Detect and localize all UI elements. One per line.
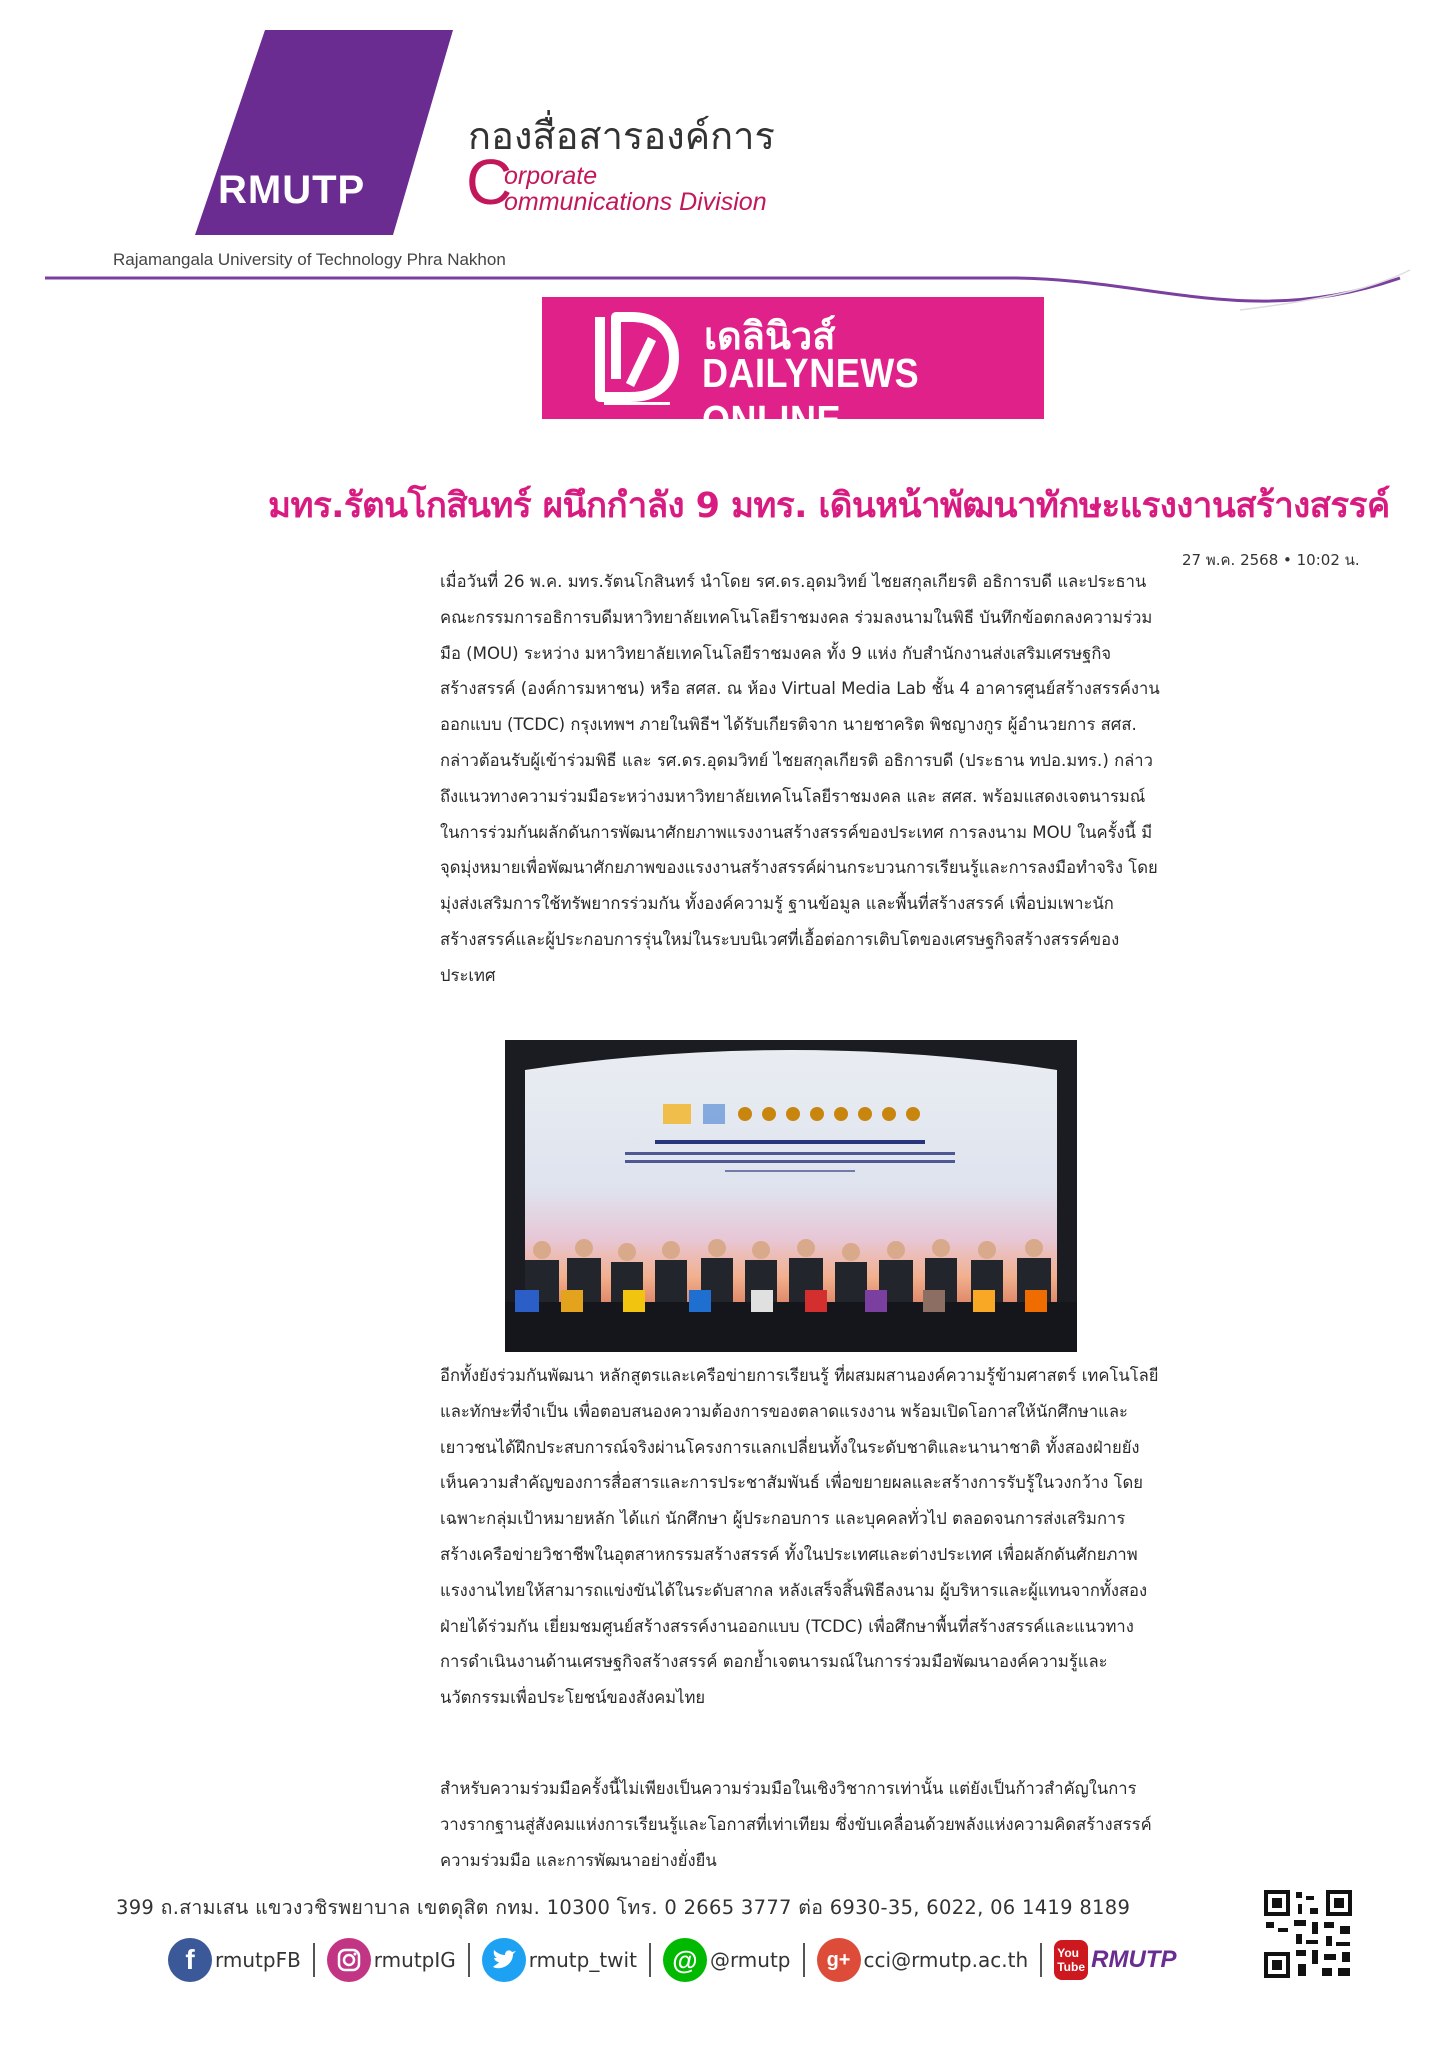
division-name-thai: กองสื่อสารองค์การ — [468, 114, 775, 158]
social-facebook[interactable] — [168, 1935, 301, 1985]
qr-code — [1262, 1888, 1354, 1980]
separator — [649, 1943, 651, 1977]
social-youtube[interactable] — [1054, 1935, 1176, 1985]
social-label: rmutp_twit — [528, 1948, 637, 1972]
article-headline: มทร.รัตนโกสินทร์ ผนึกกำลัง 9 มทร. เดินหน้าพัฒนาทักษะแรงงานสร้างสรรค์ — [268, 486, 1390, 526]
social-label: RMUTP — [1091, 1946, 1177, 1973]
line-icon: @ — [663, 1938, 707, 1982]
social-label: rmutpIG — [373, 1948, 456, 1972]
logo-text: RMUTP — [218, 168, 366, 212]
separator — [468, 1943, 470, 1977]
dailynews-thai-title: เดลินิวส์ — [704, 316, 836, 358]
division-initial: C — [466, 146, 513, 218]
google-plus-icon: g+ — [817, 1938, 861, 1982]
university-name: Rajamangala University of Technology Phra Nakhon — [113, 250, 506, 269]
article-paragraph: เมื่อวันที่ 26 พ.ค. มทร.รัตนโกสินทร์ นำโดย รศ.ดร.อุดมวิทย์ ไชยสกุลเกียรติ อธิการบดี และประธานคณะกรรมการอธิการบดีมหาวิทยาลัยเทคโนโลยีราชมงคล ร่วมลงนามในพิธี บันทึกข้อตกลงความร่วมมือ (MOU) ระหว่าง มหาวิทยาลัยเทคโนโลยีราชมงคล ทั้ง 9 แห่ง กับสำนักงานส่งเสริมเศรษฐกิจสร้างสรรค์ (องค์การมหาชน) หรือ สศส. ณ ห้อง Virtual Media Lab ชั้น 4 อาคารศูนย์สร้างสรรค์งานออกแบบ (TCDC) กรุงเทพฯ ภายในพิธีฯ ได้รับเกียรติจาก นายชาคริต พิชญางกูร ผู้อำนวยการ สศส. กล่าวต้อนรับผู้เข้าร่วมพิธี และ รศ.ดร.อุดมวิทย์ ไชยสกุลเกียรติ อธิการบดี (ประธาน ทปอ.มทร.) กล่าวถึงแนวทางความร่วมมือระหว่างมหาวิทยาลัยเทคโนโลยีราชมงคล และ สศส. พร้อมแสดงเจตนารมณ์ในการร่วมกันผลักดันการพัฒนาศักยภาพแรงงานสร้างสรรค์ของประเทศ การลงนาม MOU ในครั้งนี้ มีจุดมุ่งหมายเพื่อพัฒนาศักยภาพของแรงงานสร้างสรรค์ผ่านกระบวนการเรียนรู้และการลงมือทำจริง โดยมุ่งส่งเสริมการใช้ทรัพยากรร่วมกัน ทั้งองค์ความรู้ ฐานข้อมูล และพื้นที่สร้างสรรค์ เพื่อบ่มเพาะนักสร้างสรรค์และผู้ประกอบการรุ่นใหม่ในระบบนิเวศที่เอื้อต่อการเติบโตของเศรษฐกิจสร้างสรรค์ของประเทศ — [440, 572, 1160, 985]
division-line-2: ommunications Division — [504, 188, 767, 216]
social-line[interactable] — [663, 1935, 791, 1985]
division-line-1: orporate — [504, 162, 598, 190]
separator — [313, 1943, 315, 1977]
social-links — [168, 1935, 1176, 1985]
dailynews-logo-icon — [590, 309, 680, 409]
mou-signing-photo — [505, 1040, 1077, 1352]
social-email[interactable] — [817, 1935, 1029, 1985]
social-instagram[interactable] — [327, 1935, 456, 1985]
separator — [1040, 1943, 1042, 1977]
social-label: cci@rmutp.ac.th — [863, 1948, 1029, 1972]
article-paragraph: สำหรับความร่วมมือครั้งนี้ไม่เพียงเป็นความร่วมมือในเชิงวิชาการเท่านั้น แต่ยังเป็นก้าวสำคัญในการวางรากฐานสู่สังคมแห่งการเรียนรู้และโอกาสที่เท่าเทียม ซึ่งขับเคลื่อนด้วยพลังแห่งความคิดสร้างสรรค์ ความร่วมมือ และการพัฒนาอย่างยั่งยืน — [440, 1779, 1152, 1870]
youtube-icon: You Tube — [1054, 1940, 1088, 1980]
social-label: @rmutp — [709, 1948, 791, 1972]
separator — [803, 1943, 805, 1977]
social-twitter[interactable] — [482, 1935, 637, 1985]
article-paragraph: อีกทั้งยังร่วมกันพัฒนา หลักสูตรและเครือข่ายการเรียนรู้ ที่ผสมผสานองค์ความรู้ข้ามศาสตร์ เทคโนโลยี และทักษะที่จำเป็น เพื่อตอบสนองความต้องการของตลาดแรงงาน พร้อมเปิดโอกาสให้นักศึกษาและเยาวชนได้ฝึกประสบการณ์จริงผ่านโครงการแลกเปลี่ยนทั้งในระดับชาติและนานาชาติ ทั้งสองฝ่ายยังเห็นความสำคัญของการสื่อสารและการประชาสัมพันธ์ เพื่อขยายผลและสร้างการรับรู้ในวงกว้าง โดยเฉพาะกลุ่มเป้าหมายหลัก ได้แก่ นักศึกษา ผู้ประกอบการ และบุคคลทั่วไป ตลอดจนการส่งเสริมการสร้างเครือข่ายวิชาชีพในอุตสาหกรรมสร้างสรรค์ ทั้งในประเทศและต่างประเทศ เพื่อผลักดันศักยภาพแรงงานไทยให้สามารถแข่งขันได้ในระดับสากล หลังเสร็จสิ้นพิธีลงนาม ผู้บริหารและผู้แทนจากทั้งสองฝ่ายได้ร่วมกัน เยี่ยมชมศูนย์สร้างสรรค์งานออกแบบ (TCDC) เพื่อศึกษาพื้นที่สร้างสรรค์และแนวทางการดำเนินงานด้านเศรษฐกิจสร้างสรรค์ ตอกย้ำเจตนารมณ์ในการร่วมมือพัฒนาองค์ความรู้และนวัตกรรมเพื่อประโยชน์ของสังคมไทย — [440, 1366, 1159, 1708]
division-name-english — [466, 146, 886, 230]
dailynews-english-title: DAILYNEWS ONLINE — [702, 349, 920, 443]
article-dateline: 27 พ.ค. 2568 • 10:02 น. — [1182, 551, 1360, 569]
social-label: rmutpFB — [215, 1948, 301, 1972]
letterhead — [0, 0, 1448, 340]
dailynews-banner — [542, 297, 1044, 443]
twitter-icon — [482, 1938, 526, 1982]
footer-address: 399 ถ.สามเสน แขวงวชิรพยาบาล เขตดุสิต กทม. 10300 โทร. 0 2665 3777 ต่อ 6930-35, 6022, 06 1419 8189 — [116, 1896, 1131, 1919]
instagram-icon — [327, 1938, 371, 1982]
facebook-icon: f — [168, 1938, 212, 1982]
